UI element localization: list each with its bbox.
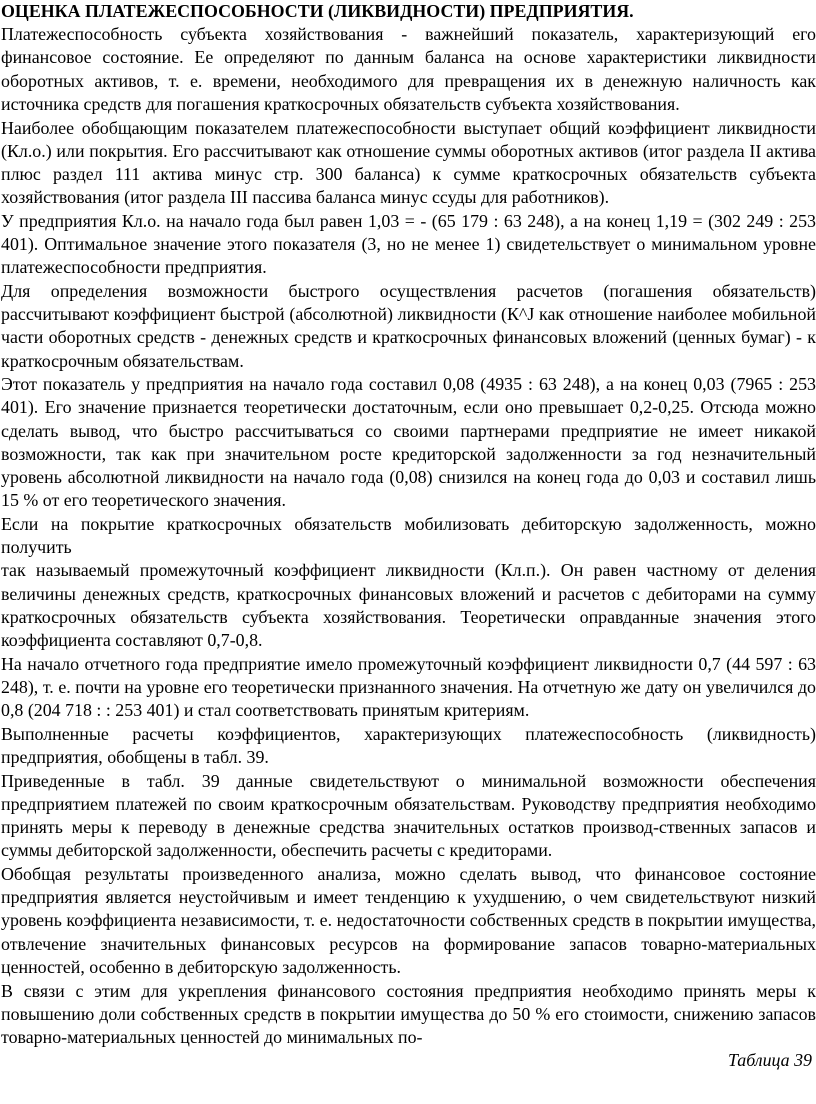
paragraph-solvency-definition: Платежеспособность субъекта хозяйствования - важнейший показатель, характеризующий его финансовое состояние. Ее определяют по данным баланса на основе характеристики ликвидности оборотных активов, т. е. времени, необходимого для превращения их в денежную наличность как источника средств для погашения краткосрочных обязательств субъекта хозяйствования.: [1, 24, 816, 114]
paragraph-intermediate-ratio-values: На начало отчетного года предприятие имело промежуточный коэффициент ликвидности 0,7 (44 597 : 63 248), т. е. почти на уровне его теоретически признанного значения. На отчетную же дату он увеличился до 0,8 (204 718 : : 253 401) и стал соответствовать принятым критериям.: [1, 653, 816, 721]
paragraph-recommendations: В связи с этим для укрепления финансового состояния предприятия необходимо принять меры к повышению доли собственных средств в покрытии имущества до 50 % его стоимости, снижению запасов товарно-материальных ценностей до минимальных по-: [1, 980, 816, 1047]
paragraph-intermediate-ratio-definition: так называемый промежуточный коэффициент ликвидности (Кл.п.). Он равен частному от деления величины денежных средств, краткосрочных финансовых вложений и расчетов с дебиторами на сумму краткосрочных обязательств субъекта хозяйствования. Теоретически оправданные значения этого коэффициента составляют 0,7-0,8.: [1, 560, 816, 650]
document-title: ОЦЕНКА ПЛАТЕЖЕСПОСОБНОСТИ (ЛИКВИДНОСТИ) ПРЕДПРИЯТИЯ.: [1, 1, 634, 21]
paragraph-quick-ratio-values: Этот показатель у предприятия на начало года составил 0,08 (4935 : 63 248), а на конец 0,03 (7965 : 253 401). Его значение признается теоретически достаточным, если оно превышает 0,2-0,25. Отсюда можно сделать вывод, что быстро рассчитываться со своими партнерами предприятие не имеет никакой возможности, так как при значительном росте кредиторской задолженности за год незначительный уровень абсолютной ликвидности на начало года (0,08) снизился на конец года до 0,03 и составил лишь 15 % от его теоретического значения.: [1, 374, 816, 511]
paragraph-table-reference: Выполненные расчеты коэффициентов, характеризующих платежеспособность (ликвидность) предприятия, обобщены в табл. 39.: [1, 723, 816, 767]
table-caption: Таблица 39: [727, 1050, 812, 1071]
paragraph-analysis-summary: Обобщая результаты произведенного анализа, можно сделать вывод, что финансовое состояние предприятия является неустойчивым и имеет тенденцию к ухудшению, о чем свидетельствуют низкий уровень коэффициента независимости, т. е. недостаточности собственных средств в покрытии имущества, отвлечение значительных финансовых ресурсов на формирование запасов товарно-материальных ценностей, особенно в дебиторскую задолженность.: [1, 864, 816, 977]
paragraph-quick-ratio-definition: Для определения возможности быстрого осуществления расчетов (погашения обязательств) рассчитывают коэффициент быстрой (абсолютной) ликвидности (К^J как отношение наиболее мобильной части оборотных средств - денежных средств и краткосрочных финансовых вложений (ценных бумаг) - к краткосрочным обязательствам.: [1, 280, 816, 371]
paragraph-general-ratio-values: У предприятия Кл.о. на начало года был равен 1,03 = - (65 179 : 63 248), а на конец 1,19 = (302 249 : 253 401). Оптимальное значение этого показателя (3, но не менее 1) свидетельствует о минимальном уровне платежеспособности предприятия.: [1, 210, 816, 278]
paragraph-receivables-intro: Если на покрытие краткосрочных обязательств мобилизовать дебиторскую задолженность, можно получить: [1, 513, 816, 558]
paragraph-table-conclusions: Приведенные в табл. 39 данные свидетельствуют о минимальной возможности обеспечения предприятием платежей по своим краткосрочным обязательствам. Руководству предприятия необходимо принять меры к переводу в денежные средства значительных остатков производ-ственных запасов и суммы дебиторской задолженности, обеспечить расчеты с кредиторами.: [1, 770, 816, 861]
paragraph-general-liquidity-ratio: Наиболее обобщающим показателем платежеспособности выступает общий коэффициент ликвидности (Кл.о.) или покрытия. Его рассчитывают как отношение суммы оборотных активов (итог раздела II актива плюс раздел 111 актива минус стр. 300 баланса) к сумме краткосрочных обязательств субъекта хозяйствования (итог раздела III пассива баланса минус ссуды для работников).: [1, 117, 816, 208]
